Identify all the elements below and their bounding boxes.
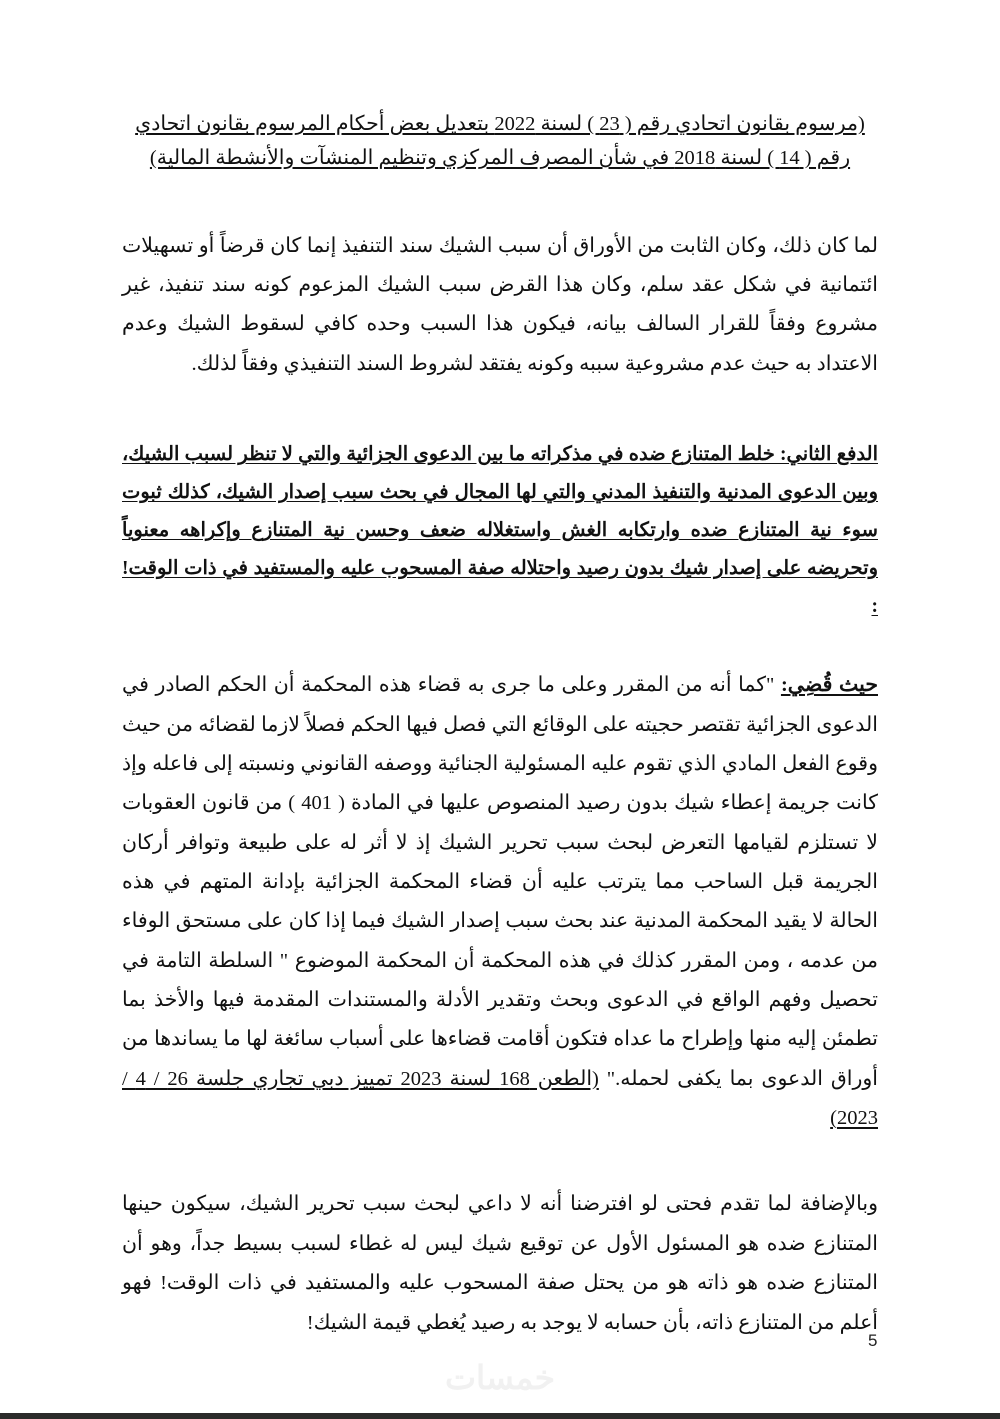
page-content: [122, 108, 878, 1343]
bottom-strip: [0, 1413, 1000, 1419]
spacer: [122, 1138, 878, 1185]
ruling-label: حيث قُضِي:: [780, 674, 878, 697]
paragraph-three: وبالإضافة لما تقدم فحتى لو افترضنا أنه لا داعي لبحث سبب تحرير الشيك، سيكون حينها المتنازع ضده هو المسئول الأول عن توقيع شيك ليس له غطاء لسبب بسيط جداً، وهو أن المتنازع ضده هو ذاته هو من يحتل صفة المسحوب عليه والمستفيد في ذات الوقت! فهو أعلم من المتنازع ذاته، بأن حسابه لا يوجد به رصيد يُغطي قيمة الشيك!: [122, 1193, 878, 1334]
ruling-paragraph: [122, 666, 878, 1138]
paragraph-one: لما كان ذلك، وكان الثابت من الأوراق أن سبب الشيك سند التنفيذ إنما كان قرضاً أو تسهيلات ائتمانية في شكل عقد سلم، وكان هذا القرض سبب الشيك المزعوم كونه سند تنفيذ، غير مشروع وفقاً للقرار السالف بيانه، فيكون هذا السبب وحده كافي لسقوط الشيك وعدم الاعتداد به حيث عدم مشروعية سببه وكونه يفتقد لشروط السند التنفيذي وفقاً لذلك.: [122, 234, 878, 375]
ruling-citation: (الطعن 168 لسنة 2023 تمييز دبي تجاري جلسة 26 / 4 / 2023): [122, 1067, 878, 1130]
watermark: خمسات: [444, 1359, 556, 1396]
page-number: 5: [868, 1331, 878, 1350]
spacer: [122, 180, 878, 227]
spacer: [122, 384, 878, 436]
document-title: (مرسوم بقانون اتحادي رقم ( 23 ) لسنة 2022 بتعديل بعض أحكام المرسوم بقانون اتحادي رقم ( 14 ) لسنة 2018 في شأن المصرف المركزي وتنظيم المنشآت والأنشطة المالية): [135, 113, 865, 169]
spacer: [122, 626, 878, 666]
ruling-body-text: "كما أنه من المقرر وعلى ما جرى به قضاء هذه المحكمة أن الحكم الصادر في الدعوى الجزائية تقتصر حجيته على الوقائع التي فصل فيها الحكم فصلاً لازما لقضائه من حيث وقوع الفعل المادي الذي تقوم عليه المسئولية الجنائية ووصفه القانوني ونسبته إلى فاعله وإذ كانت جريمة إعطاء شيك بدون رصيد المنصوص عليها في المادة ( 401 ) من قانون العقوبات لا تستلزم لقيامها التعرض لبحث سبب تحرير الشيك إذ لا أثر له على طبيعة وتوافر أركان الجريمة قبل الساحب مما يترتب عليه أن قضاء المحكمة الجزائية بإدانة المتهم في هذه الحالة لا يقيد المحكمة المدنية عند بحث سبب إصدار الشيك فيما إذا كان على مستحق الوفاء من عدمه ، ومن المقرر كذلك في هذه المحكمة أن المحكمة الموضوع " السلطة التامة في تحصيل وفهم الواقع في الدعوى وبحث وتقدير الأدلة والمستندات المقدمة فيها والأخذ بما تطمئن إليه منها وإطراح ما عداه فتكون أقامت قضاءها على أسباب سائغة لها ما يساندها من أوراق الدعوى بما يكفى لحمله.": [122, 674, 879, 1090]
second-plea-heading: الدفع الثاني: خلط المتنازع ضده في مذكراته ما بين الدعوى الجزائية والتي لا تنظر لسبب الشيك، وبين الدعوى المدنية والتنفيذ المدني والتي لها المجال في بحث سبب إصدار الشيك، كذلك ثبوت سوء نية المتنازع ضده وارتكابه الغش واستغلاله ضعف وحسن نية المتنازع وإكراهه معنوياً وتحريضه على إصدار شيك بدون رصيد واحتلاله صفة المسحوب عليه والمستفيد في ذات الوقت! :: [122, 444, 878, 618]
